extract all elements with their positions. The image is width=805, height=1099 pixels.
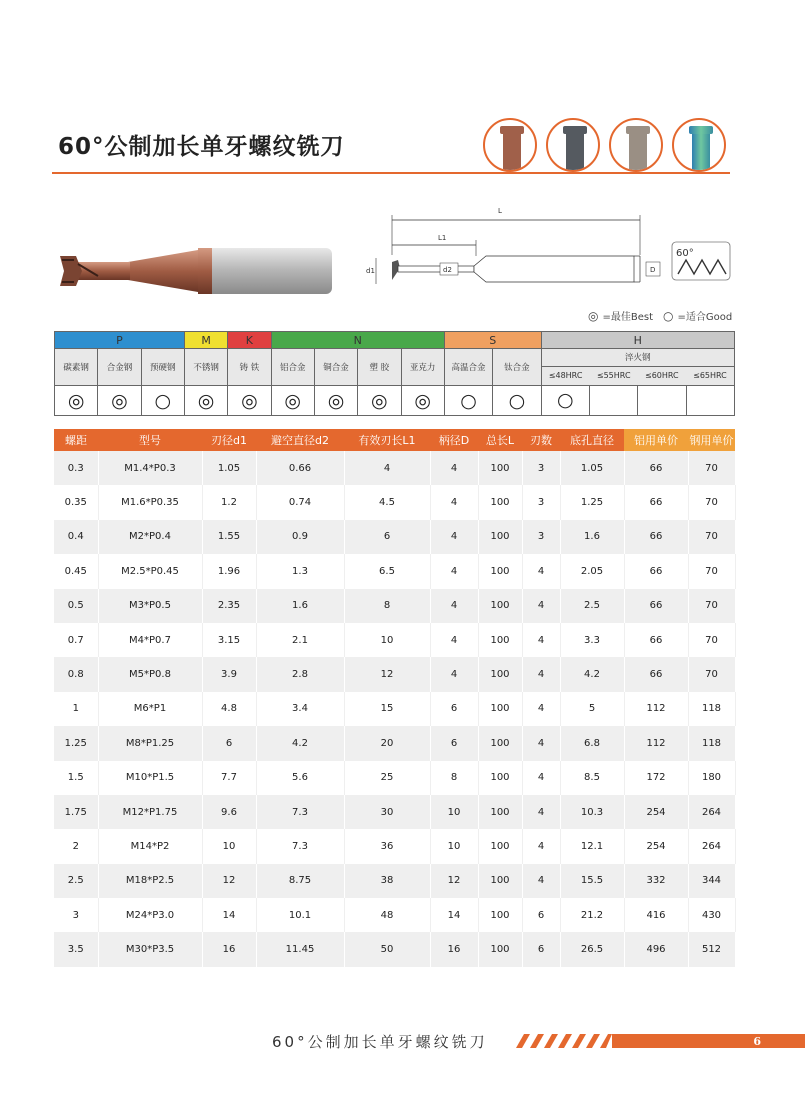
spec-row bbox=[54, 657, 735, 691]
spec-cell: 3.5 bbox=[54, 932, 98, 966]
spec-cell: 1.6 bbox=[256, 589, 344, 623]
material-name: 铝合金 bbox=[271, 349, 314, 386]
title-divider bbox=[52, 172, 730, 174]
spec-cell: 38 bbox=[344, 864, 430, 898]
material-suitability-table bbox=[54, 331, 735, 416]
spec-cell: 6 bbox=[430, 692, 478, 726]
spec-cell: 10 bbox=[430, 795, 478, 829]
spec-row bbox=[54, 761, 735, 795]
material-name: 铸 铁 bbox=[228, 349, 271, 386]
spec-cell: 112 bbox=[624, 692, 688, 726]
rating-symbol: ○ bbox=[493, 386, 541, 416]
spec-cell: 4 bbox=[522, 589, 560, 623]
spec-cell: 4 bbox=[522, 829, 560, 863]
spec-cell: 10 bbox=[430, 829, 478, 863]
material-name: 不锈钢 bbox=[184, 349, 227, 386]
spec-column-header: 刃径d1 bbox=[202, 429, 256, 451]
spec-cell: 3.9 bbox=[202, 657, 256, 691]
spec-cell: 4 bbox=[522, 761, 560, 795]
spec-cell: 1 bbox=[54, 692, 98, 726]
spec-cell: 2.5 bbox=[54, 864, 98, 898]
spec-cell: 6 bbox=[522, 932, 560, 966]
silver-coating-icon bbox=[609, 118, 663, 172]
spec-cell: 15 bbox=[344, 692, 430, 726]
spec-cell: 6.8 bbox=[560, 726, 624, 760]
spec-row bbox=[54, 864, 735, 898]
rating-symbol: ◎ bbox=[358, 386, 401, 416]
spec-cell: 15.5 bbox=[560, 864, 624, 898]
spec-cell: 0.45 bbox=[54, 554, 98, 588]
spec-cell: M10*P1.5 bbox=[98, 761, 202, 795]
rating-legend bbox=[588, 308, 732, 323]
spec-cell: M18*P2.5 bbox=[98, 864, 202, 898]
spec-cell: 8.75 bbox=[256, 864, 344, 898]
spec-cell: 2.5 bbox=[560, 589, 624, 623]
spec-cell: 2.1 bbox=[256, 623, 344, 657]
spec-cell: M1.6*P0.35 bbox=[98, 485, 202, 519]
spec-cell: 496 bbox=[624, 932, 688, 966]
rainbow-coating-icon bbox=[672, 118, 726, 172]
spec-cell: 100 bbox=[478, 726, 522, 760]
spec-cell: 70 bbox=[688, 485, 735, 519]
spec-cell: 0.5 bbox=[54, 589, 98, 623]
spec-cell: 4 bbox=[430, 623, 478, 657]
material-name: 高温合金 bbox=[444, 349, 492, 386]
spec-cell: M2.5*P0.45 bbox=[98, 554, 202, 588]
spec-row bbox=[54, 451, 735, 485]
spec-cell: 9.6 bbox=[202, 795, 256, 829]
spec-cell: 70 bbox=[688, 554, 735, 588]
rating-symbol bbox=[589, 386, 637, 415]
good-symbol: ○ bbox=[663, 308, 674, 323]
spec-cell: 7.3 bbox=[256, 795, 344, 829]
spec-cell: 10.3 bbox=[560, 795, 624, 829]
spec-cell: 21.2 bbox=[560, 898, 624, 932]
good-label: =适合Good bbox=[677, 312, 733, 323]
spec-cell: 100 bbox=[478, 864, 522, 898]
spec-cell: 16 bbox=[202, 932, 256, 966]
spec-cell: M4*P0.7 bbox=[98, 623, 202, 657]
spec-cell: 4 bbox=[430, 520, 478, 554]
coating-icons bbox=[483, 118, 726, 172]
hardened-steel-cell bbox=[541, 349, 734, 386]
footer-bar bbox=[612, 1034, 805, 1048]
spec-cell: 48 bbox=[344, 898, 430, 932]
spec-cell: 100 bbox=[478, 761, 522, 795]
footer-title: 60°公制加长单牙螺纹铣刀 bbox=[272, 1033, 488, 1051]
spec-cell: 3 bbox=[522, 451, 560, 485]
spec-cell: 430 bbox=[688, 898, 735, 932]
rating-symbol: ○ bbox=[556, 389, 574, 411]
spec-cell: 3 bbox=[522, 520, 560, 554]
spec-header-row bbox=[54, 429, 735, 451]
spec-cell: 1.75 bbox=[54, 795, 98, 829]
spec-cell: 70 bbox=[688, 520, 735, 554]
tool-dimension-diagram bbox=[362, 200, 742, 295]
spec-cell: 344 bbox=[688, 864, 735, 898]
spec-cell: 1.5 bbox=[54, 761, 98, 795]
spec-cell: 118 bbox=[688, 692, 735, 726]
spec-cell: 172 bbox=[624, 761, 688, 795]
best-symbol: ◎ bbox=[588, 308, 599, 323]
footer-stripes-decoration bbox=[512, 1034, 612, 1048]
spec-cell: 6 bbox=[202, 726, 256, 760]
spec-cell: M14*P2 bbox=[98, 829, 202, 863]
spec-cell: 4 bbox=[522, 726, 560, 760]
spec-cell: 0.66 bbox=[256, 451, 344, 485]
spec-column-header: 总长L bbox=[478, 429, 522, 451]
page-number: 6 bbox=[753, 1035, 761, 1048]
spec-cell: 100 bbox=[478, 623, 522, 657]
spec-cell: 3.3 bbox=[560, 623, 624, 657]
spec-column-header: 钢用单价 bbox=[688, 429, 735, 451]
spec-cell: 12 bbox=[344, 657, 430, 691]
spec-cell: 264 bbox=[688, 795, 735, 829]
spec-column-header: 铝用单价 bbox=[624, 429, 688, 451]
spec-cell: 4 bbox=[430, 451, 478, 485]
spec-cell: 11.45 bbox=[256, 932, 344, 966]
spec-cell: 1.25 bbox=[54, 726, 98, 760]
spec-cell: 26.5 bbox=[560, 932, 624, 966]
best-label: =最佳Best bbox=[602, 312, 654, 323]
spec-cell: 2.8 bbox=[256, 657, 344, 691]
spec-column-header: 避空直径d2 bbox=[256, 429, 344, 451]
spec-cell: 512 bbox=[688, 932, 735, 966]
spec-cell: 7.3 bbox=[256, 829, 344, 863]
hrc-range: ≤65HRC bbox=[693, 371, 727, 380]
spec-cell: 4 bbox=[522, 657, 560, 691]
spec-cell: 12 bbox=[430, 864, 478, 898]
spec-cell: 0.9 bbox=[256, 520, 344, 554]
material-group-M: M bbox=[184, 332, 227, 349]
spec-column-header: 型号 bbox=[98, 429, 202, 451]
spec-cell: 4 bbox=[522, 554, 560, 588]
dim-L-label: L bbox=[498, 207, 502, 215]
spec-cell: 254 bbox=[624, 795, 688, 829]
spec-cell: 10.1 bbox=[256, 898, 344, 932]
spec-cell: 416 bbox=[624, 898, 688, 932]
spec-cell: 100 bbox=[478, 898, 522, 932]
tool-icon bbox=[566, 126, 584, 170]
spec-cell: 6 bbox=[344, 520, 430, 554]
material-group-N: N bbox=[271, 332, 444, 349]
spec-cell: 25 bbox=[344, 761, 430, 795]
rating-symbol: ○ bbox=[444, 386, 492, 416]
hardened-steel-label: 淬火钢 bbox=[542, 349, 734, 367]
spec-cell: 30 bbox=[344, 795, 430, 829]
spec-cell: 1.05 bbox=[202, 451, 256, 485]
spec-cell: 4 bbox=[522, 692, 560, 726]
material-name-row bbox=[55, 349, 735, 386]
spec-cell: 0.4 bbox=[54, 520, 98, 554]
spec-cell: 1.2 bbox=[202, 485, 256, 519]
spec-cell: 70 bbox=[688, 451, 735, 485]
spec-cell: M30*P3.5 bbox=[98, 932, 202, 966]
page-title: 60°公制加长单牙螺纹铣刀 bbox=[58, 134, 345, 160]
spec-cell: 4 bbox=[430, 554, 478, 588]
material-group-H: H bbox=[541, 332, 734, 349]
spec-cell: 4.5 bbox=[344, 485, 430, 519]
spec-cell: 0.7 bbox=[54, 623, 98, 657]
spec-row bbox=[54, 485, 735, 519]
spec-cell: 8 bbox=[344, 589, 430, 623]
dim-L1-label: L1 bbox=[438, 234, 447, 242]
spec-cell: M3*P0.5 bbox=[98, 589, 202, 623]
spec-row bbox=[54, 692, 735, 726]
spec-column-header: 底孔直径 bbox=[560, 429, 624, 451]
spec-row bbox=[54, 623, 735, 657]
dark-coating-icon bbox=[546, 118, 600, 172]
spec-cell: 6.5 bbox=[344, 554, 430, 588]
spec-cell: 100 bbox=[478, 554, 522, 588]
spec-cell: 4 bbox=[522, 623, 560, 657]
spec-cell: 100 bbox=[478, 932, 522, 966]
spec-cell: M12*P1.75 bbox=[98, 795, 202, 829]
thread-angle-label: 60° bbox=[676, 248, 694, 259]
spec-cell: 10 bbox=[344, 623, 430, 657]
spec-cell: 12 bbox=[202, 864, 256, 898]
material-name: 铜合金 bbox=[314, 349, 357, 386]
spec-cell: 20 bbox=[344, 726, 430, 760]
dim-d2-label: d2 bbox=[443, 266, 452, 274]
spec-cell: 100 bbox=[478, 657, 522, 691]
spec-cell: 50 bbox=[344, 932, 430, 966]
spec-cell: 4.2 bbox=[560, 657, 624, 691]
rating-symbol: ◎ bbox=[271, 386, 314, 416]
spec-column-header: 有效刃长L1 bbox=[344, 429, 430, 451]
spec-cell: 332 bbox=[624, 864, 688, 898]
spec-cell: 112 bbox=[624, 726, 688, 760]
spec-row bbox=[54, 795, 735, 829]
spec-cell: 66 bbox=[624, 451, 688, 485]
rating-symbol bbox=[686, 386, 734, 415]
spec-cell: 180 bbox=[688, 761, 735, 795]
material-group-S: S bbox=[444, 332, 541, 349]
rating-symbol: ◎ bbox=[184, 386, 227, 416]
spec-cell: 8.5 bbox=[560, 761, 624, 795]
tool-icon bbox=[692, 126, 710, 170]
spec-cell: 1.96 bbox=[202, 554, 256, 588]
spec-column-header: 螺距 bbox=[54, 429, 98, 451]
rating-symbol: ◎ bbox=[228, 386, 271, 416]
spec-cell: 14 bbox=[430, 898, 478, 932]
spec-cell: 100 bbox=[478, 829, 522, 863]
spec-cell: 264 bbox=[688, 829, 735, 863]
spec-row bbox=[54, 589, 735, 623]
material-name: 钛合金 bbox=[493, 349, 541, 386]
spec-cell: 6 bbox=[430, 726, 478, 760]
spec-cell: 36 bbox=[344, 829, 430, 863]
rating-symbol: ◎ bbox=[55, 386, 98, 416]
hrc-range: ≤48HRC bbox=[548, 371, 583, 380]
spec-cell: 3 bbox=[522, 485, 560, 519]
material-group-K: K bbox=[228, 332, 271, 349]
spec-cell: 70 bbox=[688, 623, 735, 657]
spec-cell: 0.74 bbox=[256, 485, 344, 519]
spec-cell: 100 bbox=[478, 692, 522, 726]
spec-cell: 2.35 bbox=[202, 589, 256, 623]
spec-cell: M24*P3.0 bbox=[98, 898, 202, 932]
spec-cell: 66 bbox=[624, 657, 688, 691]
spec-cell: 5.6 bbox=[256, 761, 344, 795]
bronze-coating-icon bbox=[483, 118, 537, 172]
spec-cell: 16 bbox=[430, 932, 478, 966]
spec-row bbox=[54, 829, 735, 863]
spec-cell: 70 bbox=[688, 589, 735, 623]
spec-cell: 3 bbox=[54, 898, 98, 932]
spec-cell: 6 bbox=[522, 898, 560, 932]
spec-row bbox=[54, 520, 735, 554]
spec-cell: 254 bbox=[624, 829, 688, 863]
spec-cell: M8*P1.25 bbox=[98, 726, 202, 760]
spec-row bbox=[54, 898, 735, 932]
spec-cell: 4 bbox=[430, 657, 478, 691]
spec-cell: 4 bbox=[522, 864, 560, 898]
spec-cell: 4 bbox=[522, 795, 560, 829]
spec-cell: 0.35 bbox=[54, 485, 98, 519]
spec-cell: 66 bbox=[624, 520, 688, 554]
spec-cell: 2 bbox=[54, 829, 98, 863]
spec-cell: 66 bbox=[624, 554, 688, 588]
rating-symbol: ○ bbox=[141, 386, 184, 416]
material-group-row bbox=[55, 332, 735, 349]
dim-d1-label: d1 bbox=[366, 267, 375, 275]
spec-column-header: 刃数 bbox=[522, 429, 560, 451]
spec-cell: M6*P1 bbox=[98, 692, 202, 726]
spec-cell: 1.55 bbox=[202, 520, 256, 554]
rating-symbol: ◎ bbox=[98, 386, 141, 416]
spec-cell: 4 bbox=[430, 485, 478, 519]
spec-cell: 4.2 bbox=[256, 726, 344, 760]
spec-cell: 4 bbox=[344, 451, 430, 485]
spec-cell: 100 bbox=[478, 589, 522, 623]
spec-cell: 1.25 bbox=[560, 485, 624, 519]
hrc-range: ≤60HRC bbox=[645, 371, 679, 380]
rating-symbol: ◎ bbox=[314, 386, 357, 416]
material-name: 亚克力 bbox=[401, 349, 444, 386]
spec-cell: M1.4*P0.3 bbox=[98, 451, 202, 485]
material-rating-row bbox=[55, 386, 735, 416]
spec-row bbox=[54, 932, 735, 966]
spec-cell: 1.6 bbox=[560, 520, 624, 554]
spec-cell: 118 bbox=[688, 726, 735, 760]
spec-cell: 70 bbox=[688, 657, 735, 691]
spec-cell: 66 bbox=[624, 589, 688, 623]
dim-D-label: D bbox=[650, 266, 656, 274]
spec-cell: 100 bbox=[478, 520, 522, 554]
spec-cell: 12.1 bbox=[560, 829, 624, 863]
spec-cell: 10 bbox=[202, 829, 256, 863]
material-name: 预硬钢 bbox=[141, 349, 184, 386]
spec-cell: 8 bbox=[430, 761, 478, 795]
material-name: 碳素钢 bbox=[55, 349, 98, 386]
spec-row bbox=[54, 554, 735, 588]
spec-cell: 100 bbox=[478, 485, 522, 519]
rating-symbol bbox=[637, 386, 685, 415]
spec-cell: 0.3 bbox=[54, 451, 98, 485]
spec-cell: 2.05 bbox=[560, 554, 624, 588]
spec-cell: M5*P0.8 bbox=[98, 657, 202, 691]
spec-cell: 66 bbox=[624, 623, 688, 657]
spec-cell: 100 bbox=[478, 451, 522, 485]
spec-cell: 1.05 bbox=[560, 451, 624, 485]
spec-cell: 3.4 bbox=[256, 692, 344, 726]
spec-cell: 0.8 bbox=[54, 657, 98, 691]
spec-cell: 100 bbox=[478, 795, 522, 829]
rating-symbol: ◎ bbox=[401, 386, 444, 416]
hardened-rating-cell bbox=[541, 386, 734, 416]
spec-table bbox=[54, 429, 736, 967]
spec-cell: 3.15 bbox=[202, 623, 256, 657]
spec-cell: M2*P0.4 bbox=[98, 520, 202, 554]
material-name: 合金钢 bbox=[98, 349, 141, 386]
spec-column-header: 柄径D bbox=[430, 429, 478, 451]
spec-cell: 1.3 bbox=[256, 554, 344, 588]
spec-cell: 14 bbox=[202, 898, 256, 932]
tool-icon bbox=[503, 126, 521, 170]
material-name: 塑 胶 bbox=[358, 349, 401, 386]
hrc-range: ≤55HRC bbox=[596, 371, 631, 380]
spec-cell: 66 bbox=[624, 485, 688, 519]
spec-cell: 5 bbox=[560, 692, 624, 726]
spec-cell: 4.8 bbox=[202, 692, 256, 726]
spec-cell: 7.7 bbox=[202, 761, 256, 795]
spec-row bbox=[54, 726, 735, 760]
material-group-P: P bbox=[55, 332, 185, 349]
spec-cell: 4 bbox=[430, 589, 478, 623]
tool-product-image bbox=[58, 246, 336, 296]
tool-icon bbox=[629, 126, 647, 170]
